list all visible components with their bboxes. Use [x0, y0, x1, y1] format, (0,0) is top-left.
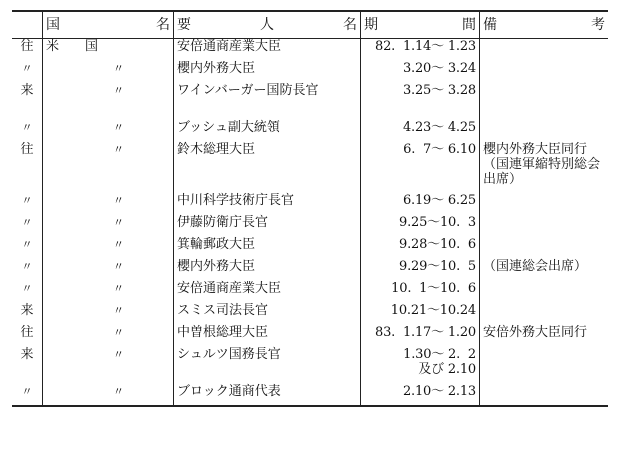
remarks-cell — [480, 120, 609, 142]
table-row — [12, 281, 608, 303]
period-cell: 3.20～ 3.24 — [361, 61, 480, 83]
period-cell: 10.21～10.24 — [361, 303, 480, 325]
country-cell: 〃 — [43, 303, 174, 325]
table-row — [12, 237, 608, 259]
header-row — [12, 11, 608, 39]
direction-cell: 来 — [20, 82, 34, 98]
remarks-cell — [480, 61, 609, 83]
table-body — [12, 39, 608, 406]
remarks-cell — [480, 303, 609, 325]
person-cell: 箕輪郵政大臣 — [174, 237, 361, 259]
country-cell: 〃 — [43, 237, 174, 259]
country-cell: 〃 — [43, 281, 174, 303]
period-cell: 2.10～ 2.13 — [361, 384, 480, 406]
remarks-header: 備 考 — [480, 11, 609, 39]
direction-cell: 〃 — [21, 61, 33, 75]
person-cell: 櫻内外務大臣 — [174, 259, 361, 281]
country-cell: 〃 — [43, 384, 174, 406]
country-cell: 〃 — [43, 215, 174, 237]
person-cell: 安倍通商産業大臣 — [174, 281, 361, 303]
period-cell: 9.28～10. 6 — [361, 237, 480, 259]
direction-cell: 往 — [20, 324, 34, 340]
remarks-cell — [480, 384, 609, 406]
country-cell: 〃 — [43, 193, 174, 215]
table-row — [12, 61, 608, 83]
person-cell: 中曽根総理大臣 — [174, 325, 361, 347]
direction-cell: 往 — [20, 141, 34, 157]
person-cell: シュルツ国務長官 — [174, 347, 361, 384]
country-cell: 〃 — [43, 83, 174, 120]
direction-cell: 〃 — [12, 384, 43, 406]
period-cell: 6.19～ 6.25 — [361, 193, 480, 215]
period-cell: 3.25～ 3.28 — [361, 83, 480, 120]
table-row — [12, 325, 608, 347]
remarks-cell — [480, 215, 609, 237]
country-cell: 〃 — [43, 325, 174, 347]
remarks-cell — [480, 39, 609, 61]
table-row — [12, 384, 608, 406]
table-row — [12, 39, 608, 61]
period-cell: 4.23～ 4.25 — [361, 120, 480, 142]
period-header: 期 間 — [361, 11, 480, 39]
person-cell: ブロック通商代表 — [174, 384, 361, 406]
direction-cell: 〃 — [21, 259, 33, 273]
person-cell: 鈴木総理大臣 — [174, 142, 361, 193]
table-header — [12, 11, 608, 39]
person-cell: 櫻内外務大臣 — [174, 61, 361, 83]
table-row — [12, 347, 608, 384]
direction-cell: 〃 — [21, 237, 33, 251]
direction-cell: 〃 — [21, 193, 33, 207]
person-cell: スミス司法長官 — [174, 303, 361, 325]
table-row — [12, 303, 608, 325]
remarks-cell — [480, 237, 609, 259]
direction-header — [12, 11, 43, 39]
country-header: 国 名 — [43, 11, 174, 39]
remarks-cell: 櫻内外務大臣同行（国連軍縮特別総会出席） — [480, 142, 609, 193]
remarks-cell — [480, 83, 609, 120]
person-cell: 安倍通商産業大臣 — [174, 39, 361, 61]
period-cell: 10. 1～10. 6 — [361, 281, 480, 303]
direction-cell: 来 — [20, 302, 34, 318]
period-cell: 9.25～10. 3 — [361, 215, 480, 237]
table-row — [12, 193, 608, 215]
official-visits-table — [12, 10, 608, 407]
person-header: 要 人 名 — [174, 11, 361, 39]
country-cell: 〃 — [43, 120, 174, 142]
country-cell: 〃 — [43, 347, 174, 384]
remarks-cell — [480, 281, 609, 303]
remarks-cell — [480, 347, 609, 384]
direction-cell: 〃 — [21, 215, 33, 229]
table-row — [12, 142, 608, 193]
period-cell: 83. 1.17～ 1.20 — [361, 325, 480, 347]
person-cell: 中川科学技術庁長官 — [174, 193, 361, 215]
person-cell: ワインバーガー国防長官 — [174, 83, 361, 120]
person-cell: ブッシュ副大統領 — [174, 120, 361, 142]
country-cell: 米 国 — [43, 39, 174, 61]
direction-cell: 往 — [20, 39, 34, 54]
country-cell: 〃 — [43, 61, 174, 83]
period-cell: 9.29～10. 5 — [361, 259, 480, 281]
period-cell: 1.30～ 2. 2 及び 2.10 — [361, 347, 480, 384]
direction-cell: 来 — [20, 346, 34, 362]
remarks-cell — [480, 193, 609, 215]
country-cell: 〃 — [43, 142, 174, 193]
table-row — [12, 120, 608, 142]
period-cell: 6. 7～ 6.10 — [361, 142, 480, 193]
country-cell: 〃 — [43, 259, 174, 281]
table-row — [12, 83, 608, 120]
remarks-cell: 安倍外務大臣同行 — [480, 325, 609, 347]
remarks-cell: （国連総会出席） — [480, 259, 609, 281]
period-cell: 82. 1.14～ 1.23 — [361, 39, 480, 61]
direction-cell: 〃 — [21, 120, 33, 134]
person-cell: 伊藤防衛庁長官 — [174, 215, 361, 237]
direction-cell: 〃 — [21, 281, 33, 295]
table-row — [12, 215, 608, 237]
table-row — [12, 259, 608, 281]
